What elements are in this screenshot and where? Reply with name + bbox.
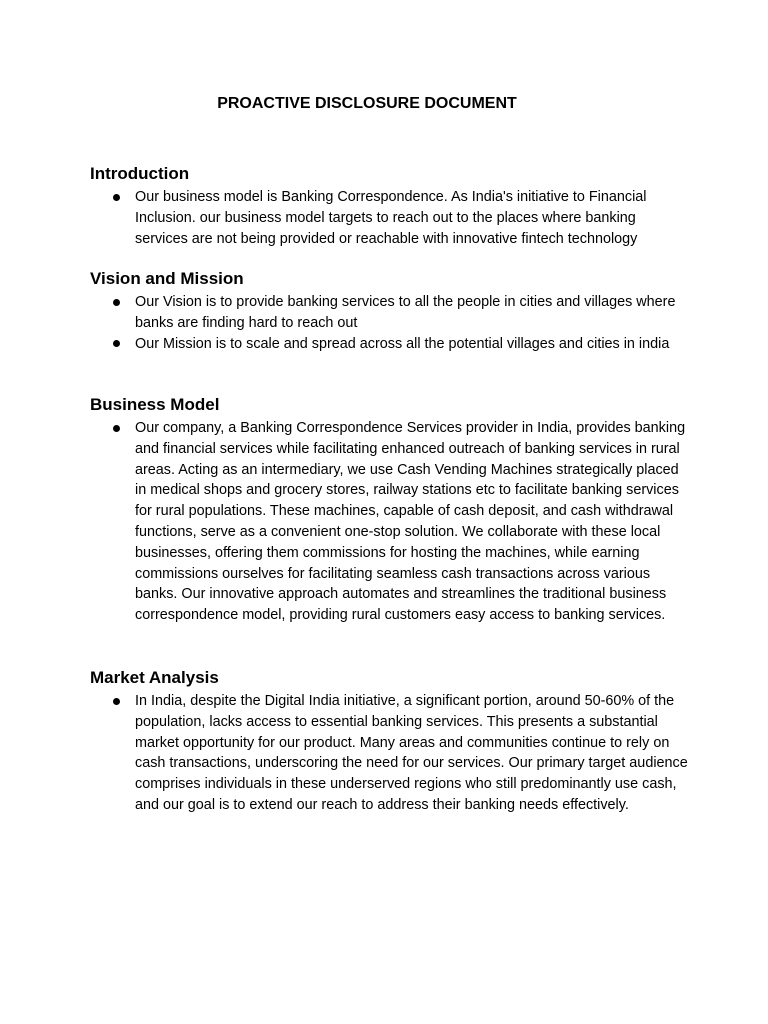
bullet-text: In India, despite the Digital India initiative, a significant portion, around 50-60% of the population, lacks access to essential banking services. This presents a substantial market opportunity for our product. Many areas and communities continue to rely on cash transactions, underscoring the need for our services. Our primary target audience comprises individuals in these underserved regions who still predominantly use cash, and our goal is to extend our reach to address their banking needs effectively. [135,693,688,813]
bullet-list [90,691,690,816]
bullet-icon [113,340,120,347]
bullet-list [90,187,690,249]
list-item [90,292,690,334]
section-market-analysis [90,668,690,816]
section-business-model [90,395,690,626]
list-item [90,691,690,816]
bullet-icon [113,299,120,306]
section-introduction [90,164,690,249]
document-title: PROACTIVE DISCLOSURE DOCUMENT [217,95,517,112]
bullet-list [90,292,690,354]
section-vision-mission [90,269,690,354]
section-heading: Vision and Mission [90,269,244,288]
bullet-text: Our Vision is to provide banking services to all the people in cities and villages where banks are finding hard to reach out [135,294,676,331]
bullet-text: Our Mission is to scale and spread across all the potential villages and cities in india [135,335,670,352]
bullet-icon [113,425,120,432]
bullet-list [90,418,690,626]
bullet-icon [113,698,120,705]
list-item [90,418,690,626]
section-heading: Market Analysis [90,668,219,687]
bullet-icon [113,194,120,201]
list-item [90,334,690,355]
list-item [90,187,690,249]
section-heading: Business Model [90,395,220,414]
bullet-text: Our company, a Banking Correspondence Services provider in India, provides banking and financial services while facilitating enhanced outreach of banking services in rural areas. Acting as an intermediary, we use Cash Vending Machines strategically placed in medical shops and grocery stores, railway stations etc to facilitate banking services for rural populations. These machines, capable of cash deposit, and cash withdrawal functions, serve as a convenient one-stop solution. We collaborate with these local businesses, offering them commissions for hosting the machines, while earning commissions ourselves for facilitating seamless cash transactions across various banks. Our innovative approach automates and streamlines the traditional business correspondence model, providing rural customers easy access to banking services. [135,420,686,624]
section-heading: Introduction [90,164,190,183]
bullet-text: Our business model is Banking Correspondence. As India's initiative to Financial Inclusion. our business model targets to reach out to the places where banking services are not being provided or reachable with innovative fintech technology [135,189,647,247]
